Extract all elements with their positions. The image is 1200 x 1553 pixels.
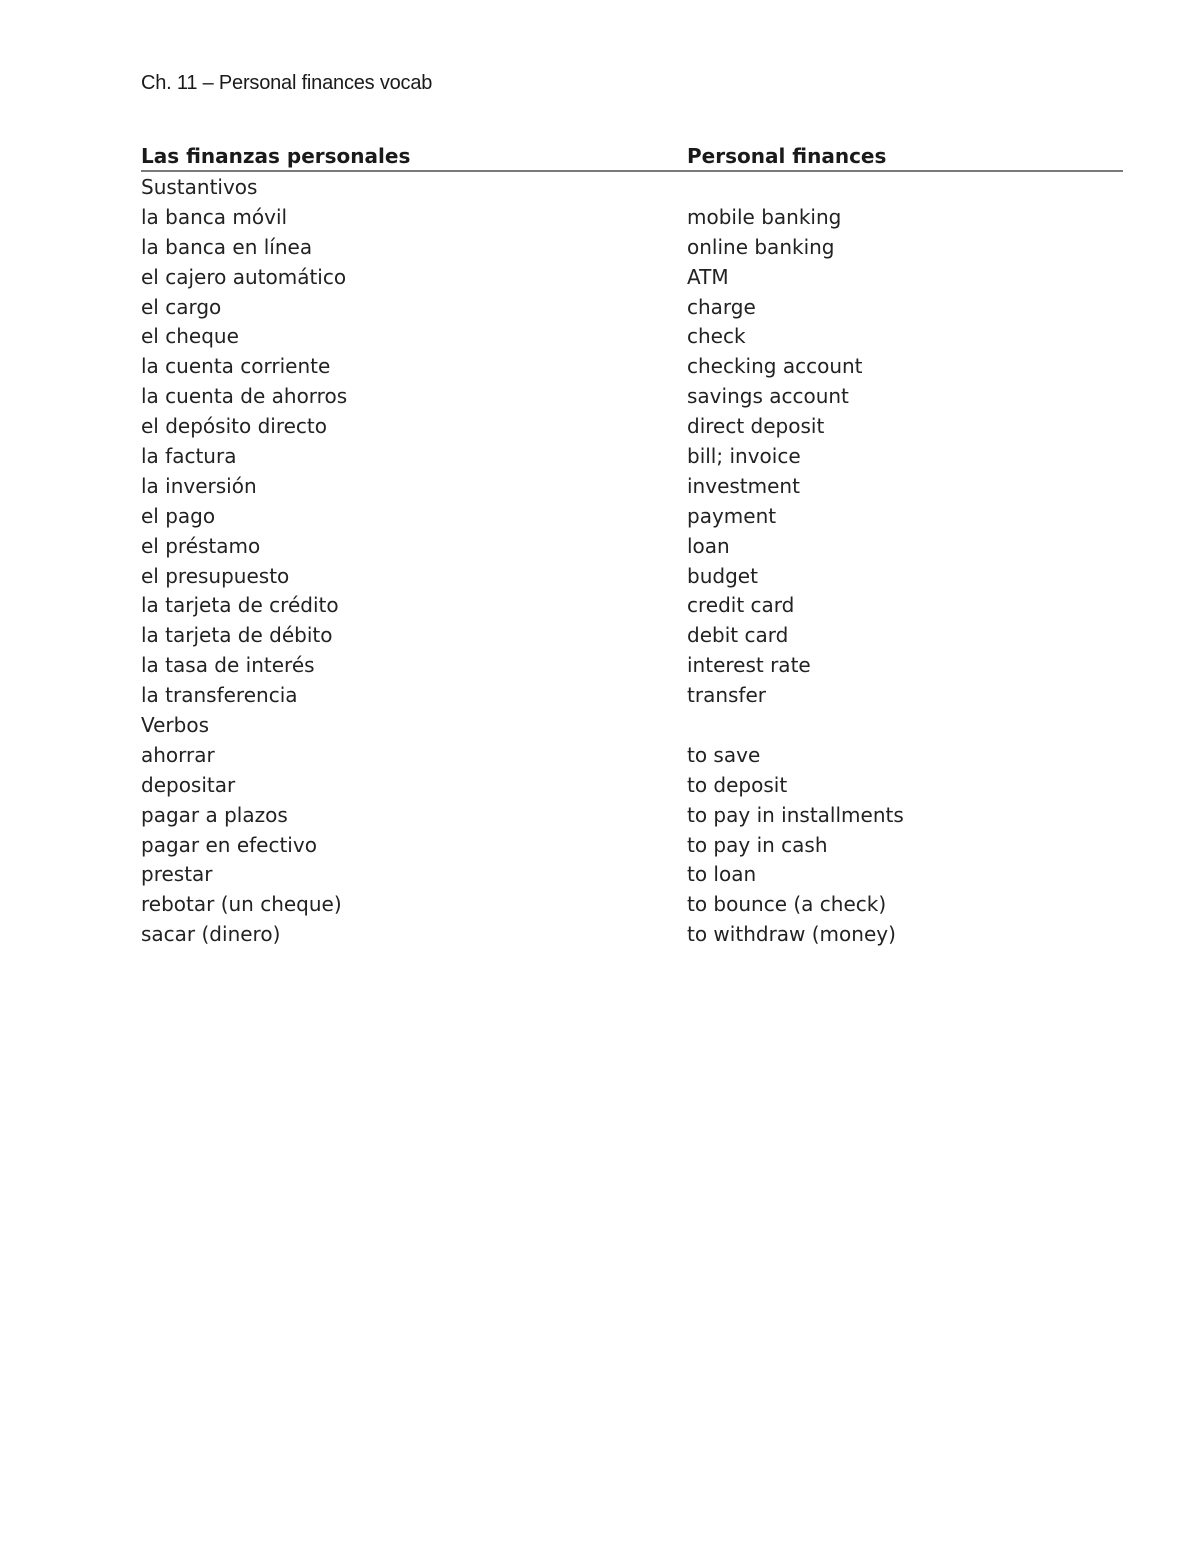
- english-term: [687, 710, 1123, 740]
- english-term: [687, 171, 1123, 202]
- english-term: online banking: [687, 234, 835, 259]
- english-term: to save: [687, 742, 761, 767]
- table-row: [141, 710, 1123, 740]
- page-title: Ch. 11 – Personal finances vocab: [141, 72, 433, 94]
- table-row: [141, 292, 1123, 322]
- table-row: [141, 471, 1123, 501]
- spanish-term: el depósito directo: [141, 414, 327, 439]
- english-term: to loan: [687, 862, 757, 887]
- english-term: to pay in installments: [687, 802, 904, 827]
- spanish-term: el préstamo: [141, 533, 261, 558]
- table-row: [141, 740, 1123, 770]
- spanish-term: la tarjeta de débito: [141, 623, 333, 648]
- table-row: [141, 830, 1123, 860]
- english-term: investment: [687, 473, 800, 498]
- table-row: [141, 321, 1123, 351]
- spanish-term: la factura: [141, 443, 237, 468]
- spanish-term: depositar: [141, 772, 236, 797]
- spanish-term: sacar (dinero): [141, 922, 281, 947]
- english-term: loan: [687, 533, 730, 558]
- spanish-term: la cuenta corriente: [141, 354, 331, 379]
- spanish-term: el presupuesto: [141, 563, 290, 588]
- table-row: [141, 650, 1123, 680]
- english-term: ATM: [687, 264, 729, 289]
- spanish-term: pagar en efectivo: [141, 832, 317, 857]
- spanish-term: la banca en línea: [141, 234, 313, 259]
- table-row: [141, 262, 1123, 292]
- spanish-term: la transferencia: [141, 683, 298, 708]
- english-term: credit card: [687, 593, 795, 618]
- table-row: [141, 859, 1123, 889]
- spanish-term: Sustantivos: [141, 174, 258, 199]
- spanish-term: la banca móvil: [141, 204, 288, 229]
- table-row: [141, 202, 1123, 232]
- table-row: [141, 171, 1123, 202]
- english-term: transfer: [687, 683, 766, 708]
- table-body: [141, 171, 1123, 949]
- english-term: bill; invoice: [687, 443, 801, 468]
- spanish-term: Verbos: [141, 712, 210, 737]
- spanish-term: el cheque: [141, 324, 239, 349]
- table-header-row: [141, 142, 1123, 171]
- table-row: [141, 590, 1123, 620]
- english-term: savings account: [687, 384, 849, 409]
- english-term: charge: [687, 294, 756, 319]
- english-term: to deposit: [687, 772, 788, 797]
- table-row: [141, 232, 1123, 262]
- table-row: [141, 351, 1123, 381]
- spanish-term: el cargo: [141, 294, 222, 319]
- spanish-term: ahorrar: [141, 742, 215, 767]
- table-row: [141, 501, 1123, 531]
- spanish-term: la cuenta de ahorros: [141, 384, 348, 409]
- table-row: [141, 889, 1123, 919]
- table-row: [141, 919, 1123, 949]
- spanish-term: la tarjeta de crédito: [141, 593, 339, 618]
- english-term: direct deposit: [687, 414, 825, 439]
- spanish-term: el pago: [141, 503, 216, 528]
- header-spanish: Las finanzas personales: [141, 142, 687, 171]
- table-row: [141, 441, 1123, 471]
- english-term: debit card: [687, 623, 789, 648]
- english-term: mobile banking: [687, 204, 842, 229]
- english-term: to bounce (a check): [687, 892, 887, 917]
- table-row: [141, 411, 1123, 441]
- english-term: to withdraw (money): [687, 922, 896, 947]
- vocab-table: [141, 142, 1123, 949]
- english-term: checking account: [687, 354, 863, 379]
- spanish-term: prestar: [141, 862, 213, 887]
- table-row: [141, 381, 1123, 411]
- english-term: to pay in cash: [687, 832, 828, 857]
- spanish-term: el cajero automático: [141, 264, 347, 289]
- table-row: [141, 800, 1123, 830]
- table-row: [141, 561, 1123, 591]
- spanish-term: pagar a plazos: [141, 802, 288, 827]
- english-term: interest rate: [687, 653, 811, 678]
- english-term: payment: [687, 503, 777, 528]
- spanish-term: rebotar (un cheque): [141, 892, 342, 917]
- table-row: [141, 770, 1123, 800]
- table-row: [141, 680, 1123, 710]
- header-english: Personal finances: [687, 142, 1123, 171]
- table-row: [141, 531, 1123, 561]
- english-term: check: [687, 324, 746, 349]
- table-row: [141, 620, 1123, 650]
- spanish-term: la inversión: [141, 473, 257, 498]
- english-term: budget: [687, 563, 758, 588]
- spanish-term: la tasa de interés: [141, 653, 315, 678]
